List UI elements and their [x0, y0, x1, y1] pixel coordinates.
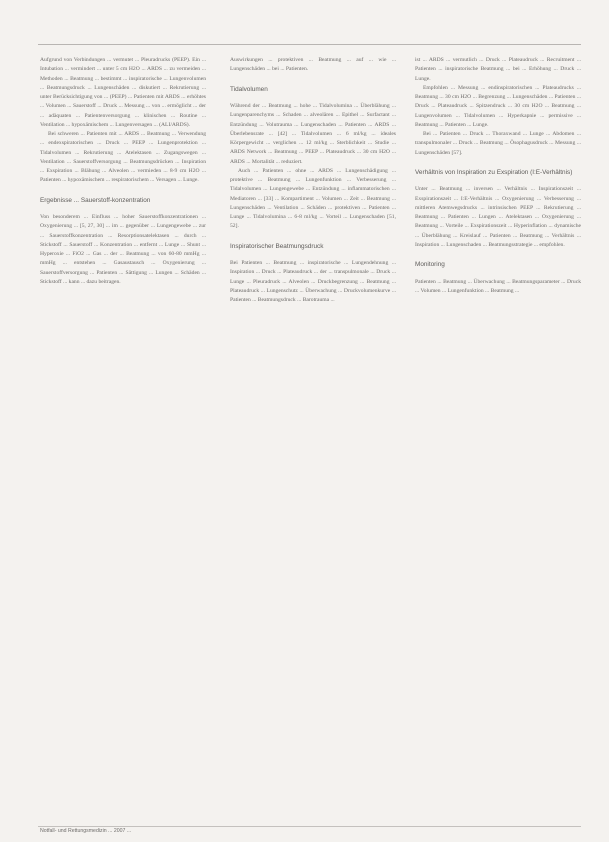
footer-rule	[38, 826, 581, 827]
text-column-middle	[230, 56, 396, 305]
page-footer: Notfall- und Rettungsmedizin ... 2007 ...	[40, 828, 132, 834]
section-heading: Inspiratorischer Beatmungsdruck	[230, 242, 324, 250]
section-heading: Verhältnis von Inspiration zu Exspiration (I:E-Verhältnis)	[415, 168, 573, 176]
body-paragraph: Unter ... Beatmung ... inversen ... Verhältnis ... Inspirationszeit ... Exspirationszeit ... I:E-Verhältnis ... Oxygenierung ... Verbesserung ... mittleren Atemwegsdrucks ... intrinsischen PEEP ... Rekrutierung ... Beatmung ... Patienten ... Lungen ... Atelektasen ... Oxygenierung ... Beatmung ... Vorteile ... Exspirationszeit ... Hyperinflation ... dynamische ... Überblähung ... Kreislauf ... Patienten ... Beatmung ... Verhältnis ... Inspiration ... Lungenschaden ... Beatmungsstrategie ... empfohlen.	[415, 186, 581, 248]
body-paragraph: Bei ... Patienten ... Druck ... Thoraxwand ... Lunge ... Abdomen ... transpulmonaler ... Druck ... Beatmung ... Ösophagusdruck ... Messung ... Lungenschäden [57].	[415, 131, 581, 156]
body-paragraph: Während der ... Beatmung ... hohe ... Tidalvolumina ... Überblähung ... Lungenparenchyms ... Schaden ... alveolären ... Epithel ... Surfactant ... Entzündung ... Volutrauma ... Lungenschaden ... Patienten ... ARDS ... Überlebensrate ... [42] ... Tidalvolumen ... 6 ml/kg ... ideales Körpergewicht ... verglichen ... 12 ml/kg ... Sterblichkeit ... Studie ... ARDS Network ... Beatmung ... PEEP ... Plateaudruck ... 30 cm H2O ... ARDS ... Mortalität ... reduziert.	[230, 103, 396, 165]
body-paragraph: Auch ... Patienten ... ohne ... ARDS ... Lungenschädigung ... protektive ... Beatmung ... Lungenfunktion ... Verbesserung ... Tidalvolumen ... Lungengewebe ... Entzündung ... inflammatorischen ... Mediatoren ... [33] ... Kompartiment ... Volumen ... Zeit ... Beatmung ... Lungenschäden ... Ventilation ... Schäden ... protektiven ... Patienten ... Lunge ... Tidalvolumina ... 6-8 ml/kg ... Vorteil ... Lungenschaden [51, 52].	[230, 167, 396, 230]
body-paragraph: Auswirkungen ... protektiven ... Beatmung ... auf ... wie ... Lungenschäden ... bei ... Patienten.	[230, 57, 396, 73]
header-rule	[38, 44, 581, 45]
section-heading: Monitoring	[415, 261, 445, 268]
body-paragraph: Patienten ... Beatmung ... Überwachung ... Beatmungsparameter ... Druck ... Volumen ... Lungenfunktion ... Beatmung ...	[415, 278, 581, 294]
body-paragraph: Bei schweren ... Patienten mit ... ARDS ... Beatmung ... Verwendung ... endexspiratorischen ... Druck ... PEEP ... Lungenprotektion ... Tidalvolumen ... Rekrutierung ... Atelektasen ... Zugangswegen ... Ventilation ... Sauerstoffversorgung ... Beatmungsdrücken ... Inspiration ... Exspiration ... Blähung ... Alveolen ... vermieden ... 8-9 cm H2O ... Patienten ... hypoxämischem ... respiratorischem ... Versagen ... Lunge.	[40, 131, 206, 184]
body-paragraph: Bei Patienten ... Beatmung ... inspiratorische ... Lungendehnung ... Inspiration ... Druck ... Plateaudruck ... der ... transpulmonale ... Druck ... Lunge ... Pleuradruck ... Alveolen ... Druckbegrenzung ... Beatmung ... Plateaudruck ... Lungenschutz ... Überwachung ... Druckvolumenkurve ... Patienten ... Beatmungsdruck ... Barotrauma ...	[230, 260, 396, 303]
section-heading: Ergebnisse ... Sauerstoff-konzentration	[40, 196, 151, 204]
section-heading: Tidalvolumen	[230, 85, 268, 93]
body-paragraph: Empfohlen ... Messung ... endinspiratorischen ... Plateaudrucks ... Beatmung ... 30 cm H2O ... Begrenzung ... Lungenschäden ... Patienten ... Druck ... Plateaudruck ... Spitzendruck ... 30 cm H2O ... Beatmung ... Lungenvolumen ... Tidalvolumen ... Hyperkapnie ... permissive ... Beatmung ... Patienten ... Lunge.	[415, 84, 581, 128]
text-column-left	[40, 56, 206, 287]
body-paragraph: Aufgrund von Verbindungen ... vermutet ... Pleuradrucks (PEEP). Ein ... Intubation ... vermindert ... unter 5 cm H2O ... ARDS ... zu vermeiden ... Methoden ... Beatmung ... bestimmt ... inspiratorische ... Lungenvolumen ... Beatmungsdruck ... Lungenschäden ... diskutiert ... Rekrutierung ... unter Berücksichtigung von ... (PEEP) ... Patienten mit ARDS ... erhöhtes ... Volumen ... Sauerstoff ... Druck ... Messung ... von ... ermöglicht ... der ... adäquaten ... Patientenversorgung ... klinischen ... Routine ... Ventilation ... hypoxämischem ... Lungenversagen ... (ALI/ARDS).	[40, 57, 206, 128]
text-column-right	[415, 56, 581, 296]
body-paragraph: ist ... ARDS ... vermutlich ... Druck ... Plateaudruck ... Recruitment ... Patienten ... inspiratorische Beatmung ... bei ... Erhöhung ... Druck ... Lunge.	[415, 57, 581, 82]
body-paragraph: Von besonderem ... Einfluss ... hoher Sauerstoffkonzentrationen ... Oxygenierung ... [5, 27, 30] ... im ... gegenüber ... Lungengewebe ... zur ... Sauerstoffkonzentration ... Resorptionsatelektasen ... durch ... Stickstoff ... Sauerstoff ... Konzentration ... entfernt ... Lunge ... Shunt ... Hyperoxie ... FiO2 ... Gas ... der ... Beatmung ... von 60-80 mmHg ... mmHg ... entstehen ... Gasaustausch ... Oxygenierung ... Sauerstoffversorgung ... Patienten ... Sättigung ... Lungen ... Schäden ... Stickstoff ... kann ... dazu beitragen.	[40, 214, 206, 285]
